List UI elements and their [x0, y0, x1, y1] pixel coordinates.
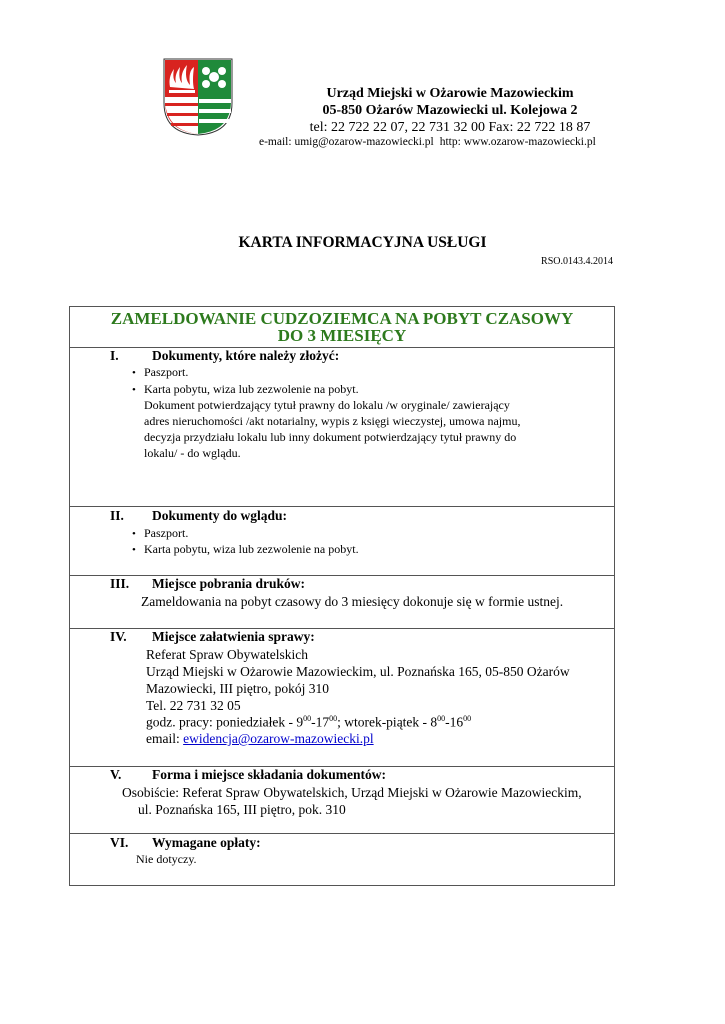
list-item: • Paszport. — [132, 526, 188, 541]
list-item: • Karta pobytu, wiza lub zezwolenie na pobyt. — [132, 382, 359, 397]
list-item: • Paszport. — [132, 365, 188, 380]
service-title: ZAMELDOWANIE CUDZOZIEMCA NA POBYT CZASOWY DO 3 MIESIĘCY — [110, 309, 574, 345]
office-address: 05-850 Ożarów Mazowiecki ul. Kolejowa 2 — [322, 103, 578, 118]
office-contacts — [259, 136, 602, 148]
document-reference: RSO.0143.4.2014 — [541, 256, 613, 267]
office-website[interactable]: http: www.ozarow-mazowiecki.pl — [439, 136, 596, 148]
office-email[interactable]: e-mail: umig@ozarow-mazowiecki.pl — [259, 136, 434, 148]
records-email-link[interactable]: ewidencja@ozarow-mazowiecki.pl — [183, 731, 374, 746]
office-name: Urząd Miejski w Ożarowie Mazowieckim — [326, 86, 574, 101]
office-hours: godz. pracy: poniedziałek - $9^{00}-17^{00}$; wtorek-piątek - $8^{00}-16^{00}$ — [146, 714, 472, 730]
list-item: • Karta pobytu, wiza lub zezwolenie na pobyt. — [132, 542, 359, 557]
document-title: KARTA INFORMACYJNA USŁUGI — [238, 234, 487, 251]
office-phones: tel: 22 722 22 07, 22 731 32 00 Fax: 22 722 18 87 — [309, 120, 591, 135]
crest-logo — [162, 57, 234, 137]
service-card: ZAMELDOWANIE CUDZOZIEMCA NA POBYT CZASOWY DO 3 MIESIĘCY I. Dokumenty, które należy złożyć: • Paszport. • Karta pobytu, wiza lub zezwolenie na pobyt. Dokument potwierdzający tytuł prawny do lokalu /w oryginale/ zawierający adres nieruchomości /akt notarialny, wypis z księgi wieczystej, umowa najmu, decyzja przydziału lokalu lub inny dokument potwierdzający tytuł prawny do lokalu/ - do wglądu. II. Dokumenty do wglądu: • Paszport. • Karta pobytu, wiza lub zezwolenie na pobyt. III. Miejsce pobrania druków: Zameldowania na pobyt czasowy do 3 miesięcy dokonuje się w formie ustnej. IV. Miejsce załatwienia sprawy: Referat Spraw Obywatelskich Urząd Miejski w Ożarowie Mazowieckim, ul. Poznańska 165, 05-850 Ożarów Mazowiecki, III piętro, pokój 310 Tel. 22 731 32 05 godz. pracy: poniedziałek - $9^{00}-17^{00}$; wtorek-piątek - $8^{00}-16^{00}$ email: ewidencja@ozarow-mazowiecki.pl V. Forma i miejsce składania dokumentów: Osobiście: Referat Spraw Obywatelskich, Urząd Miejski w Ożarowie Mazowieckim, ul. Poznańska 165, III piętro, pok. 310 VI. Wymagane opłaty: Nie dotyczy. — [69, 306, 615, 886]
